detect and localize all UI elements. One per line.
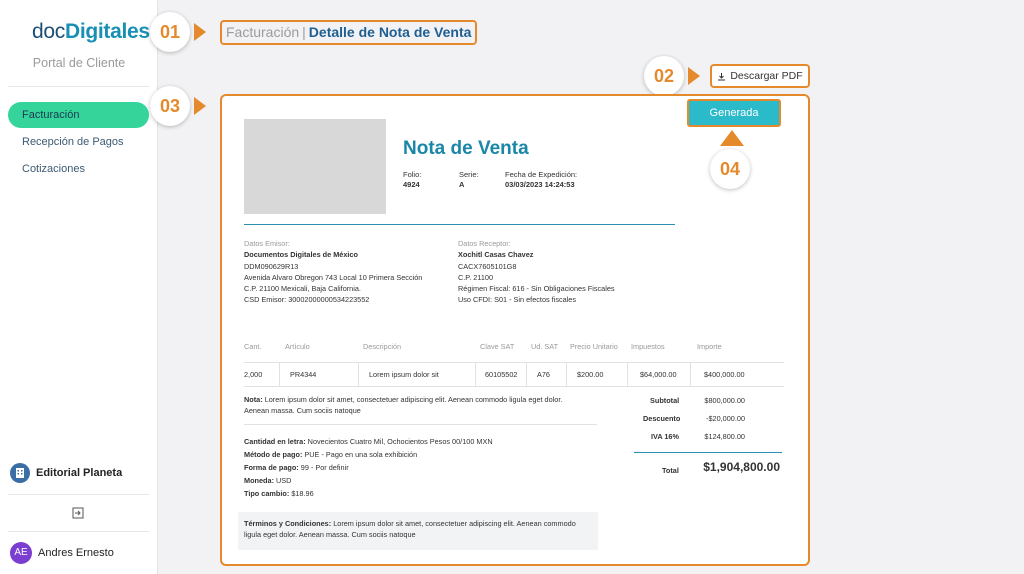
cell-border [627,362,628,386]
divider [244,224,675,225]
divider [8,86,149,87]
user-menu[interactable] [10,542,114,564]
document-title: Nota de Venta [403,138,529,159]
serie: Serie: A [459,170,479,189]
breadcrumb [220,20,477,45]
sidebar-item-facturacion[interactable]: Facturación [8,102,149,128]
total-label: Total [662,466,679,475]
cell-border [358,362,359,386]
step-marker-04: 04 [710,149,750,189]
forma-pago: Forma de pago: 99 - Por definir [244,463,349,472]
descuento-value: -$20,000.00 [706,414,745,423]
sidebar-item-recepcion-pagos[interactable]: Recepción de Pagos [22,136,124,148]
tipo-cambio: Tipo cambio: $18.96 [244,489,314,498]
breadcrumb-separator: | [302,24,306,40]
divider [8,531,149,532]
col-header: Importe [697,342,722,351]
col-header: Descripción [363,342,402,351]
divider [634,452,782,453]
arrow-up-icon [720,130,744,146]
iva-label: IVA 16% [651,432,679,441]
col-header: Precio Unitario [570,342,618,351]
divider [8,494,149,495]
download-icon [717,72,726,81]
table-cell: Lorem ipsum dolor sit [369,370,439,379]
col-header: Cant. [244,342,262,351]
building-icon [10,463,30,483]
metodo-pago: Método de pago: PUE - Pago en una sola exhibición [244,450,418,459]
sidebar-item-cotizaciones[interactable]: Cotizaciones [22,163,85,175]
download-pdf-label: Descargar PDF [730,70,803,82]
arrow-right-icon [194,23,206,41]
avatar: AE [10,542,32,564]
subtotal-label: Subtotal [650,396,680,405]
cell-border [690,362,691,386]
moneda: Moneda: USD [244,476,292,485]
status-badge[interactable]: Generada [687,99,781,127]
portal-label: Portal de Cliente [32,56,126,70]
app-logo[interactable]: docDigitales [32,20,150,43]
arrow-right-icon [688,67,700,85]
col-header: Clave SAT [480,342,515,351]
col-header: Artículo [285,342,310,351]
iva-value: $124,800.00 [704,432,745,441]
folio: Folio: 4924 [403,170,422,189]
arrow-right-icon [194,97,206,115]
cantidad-letra: Cantidad en letra: Novecientos Cuatro Mil, Ochocientos Pesos 00/100 MXN [244,437,493,446]
table-cell: $64,000.00 [640,370,677,379]
table-cell: A76 [537,370,550,379]
emisor-block: Datos Emisor: Documentos Digitales de México DDM090629R13 Avenida Alvaro Obregon 743 Local 10 Primera Sección C.P. 21100 Mexicali, Baja California. CSD Emisor: 30002000000534223552 [244,239,423,305]
table-cell: $200.00 [577,370,604,379]
user-name: Andres Ernesto [38,547,114,559]
receptor-block: Datos Receptor: Xochitl Casas Chavez CACX7605101G8 C.P. 21100 Régimen Fiscal: 616 - Sin Obligaciones Fiscales Uso CFDI: S01 - Sin efectos fiscales [458,239,615,305]
col-header: Ud. SAT [531,342,559,351]
table-cell: $400,000.00 [704,370,745,379]
table-cell: 60105502 [485,370,518,379]
table-cell: 2,000 [244,370,263,379]
logout-icon[interactable] [72,507,84,519]
cell-border [279,362,280,386]
total-value: $1,904,800.00 [703,460,780,474]
fecha-expedicion: Fecha de Expedición: 03/03/2023 14:24:53 [505,170,578,189]
cell-border [475,362,476,386]
divider [244,424,597,425]
company-name: Editorial Planeta [36,467,123,479]
company-logo-placeholder [244,119,386,214]
cell-border [566,362,567,386]
table-row-border [244,386,784,387]
nota-text: Nota: Lorem ipsum dolor sit amet, consectetuer adipiscing elit. Aenean commodo ligula eget dolor. Aenean massa. Cum sociis natoque [244,395,563,415]
step-marker-02: 02 [644,56,684,96]
col-header: Impuestos [631,342,665,351]
page-title: Detalle de Nota de Venta [308,24,472,40]
download-pdf-button[interactable] [710,64,810,88]
table-cell: PR4344 [290,370,317,379]
table-row-border [244,362,784,363]
step-marker-03: 03 [150,86,190,126]
breadcrumb-parent[interactable]: Facturación [226,24,300,40]
terms-block: Términos y Condiciones: Lorem ipsum dolor sit amet, consectetuer adipiscing elit. Aenean commodo ligula eget dolor. Aenean massa. Cum sociis natoque [238,512,598,550]
descuento-label: Descuento [643,414,681,423]
cell-border [526,362,527,386]
company-selector[interactable] [10,463,122,483]
subtotal-value: $800,000.00 [704,396,745,405]
sidebar [0,0,158,574]
step-marker-01: 01 [150,12,190,52]
